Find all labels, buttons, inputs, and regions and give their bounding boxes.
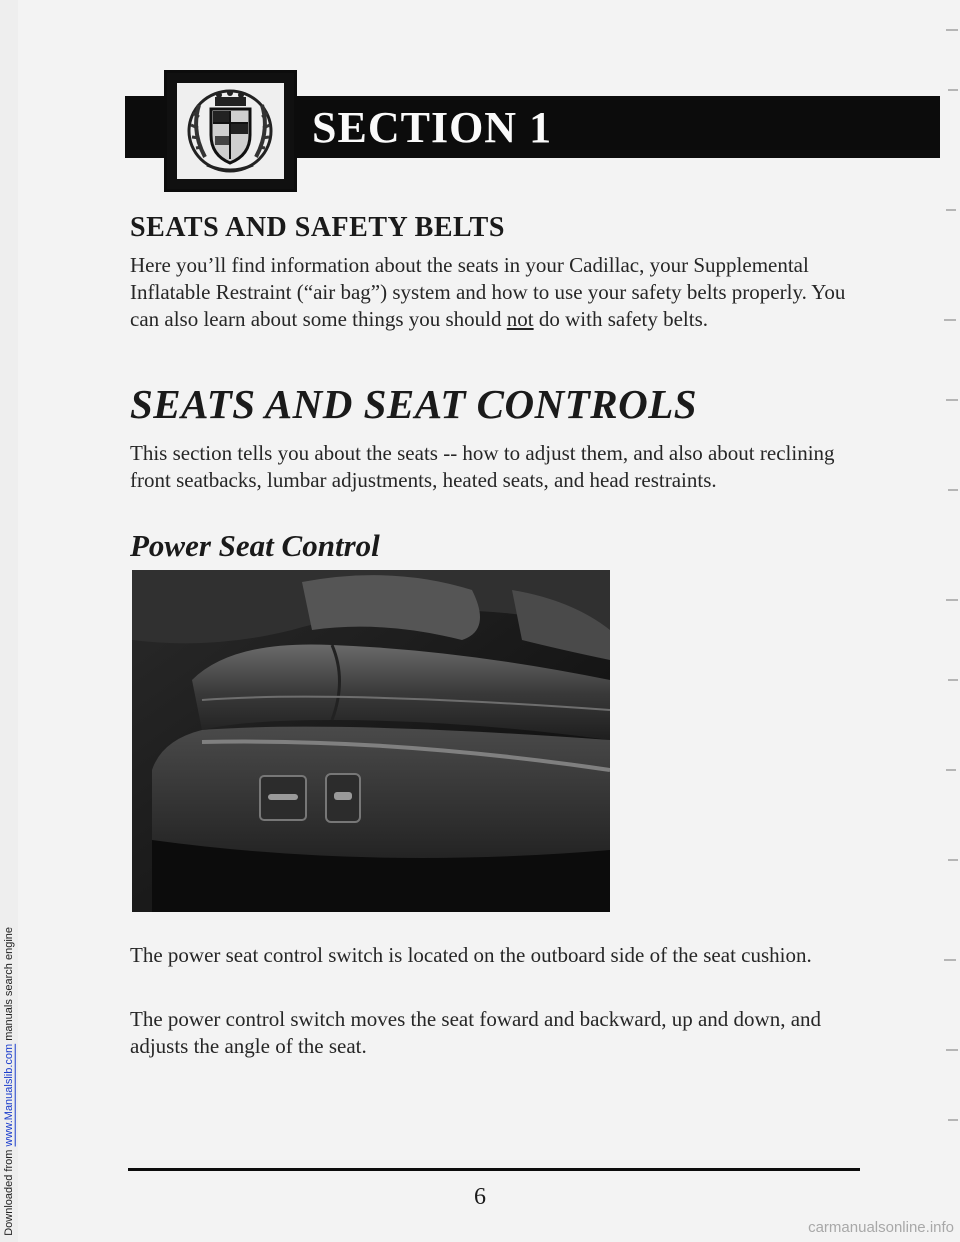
page-heading: SEATS AND SAFETY BELTS [130,212,505,243]
subsection-heading: Power Seat Control [130,528,380,563]
download-note-text: Downloaded from www.Manualslib.com manuals search engine [3,927,15,1236]
intro-text: Here you’ll find information about the seats in your Cadillac, your Supplemental Inflatable Restraint (“air bag”) system and how to use your safety belts properly. You can also learn about some things you should [130,253,846,331]
paragraph-2: The power control switch moves the seat foward and backward, up and down, and adjusts the angle of the seat. [130,1007,822,1058]
watermark: carmanualsonline.info [808,1219,954,1236]
seats-paragraph: This section tells you about the seats -- how to adjust them, and also about reclining front seatbacks, lumbar adjustments, heated seats, and head restraints. [130,441,835,492]
power-seat-photo [132,570,610,912]
section-subheading: SEATS AND SEAT CONTROLS [130,381,698,427]
manualslib-link[interactable]: www.Manualslib.com [3,1044,15,1147]
intro-emphasis: not [506,307,534,331]
intro-paragraph [130,252,850,333]
section-label: SECTION 1 [312,103,553,152]
page-edge-marks [920,0,960,1242]
crest-frame [164,70,297,192]
page-number: 6 [474,1184,486,1210]
download-note [0,0,18,1242]
cadillac-crest-icon [177,83,284,179]
footer-rule [128,1168,860,1171]
intro-text-after: do with safety belts. [533,307,709,331]
paragraph-1: The power seat control switch is located on the outboard side of the seat cushion. [130,943,812,967]
